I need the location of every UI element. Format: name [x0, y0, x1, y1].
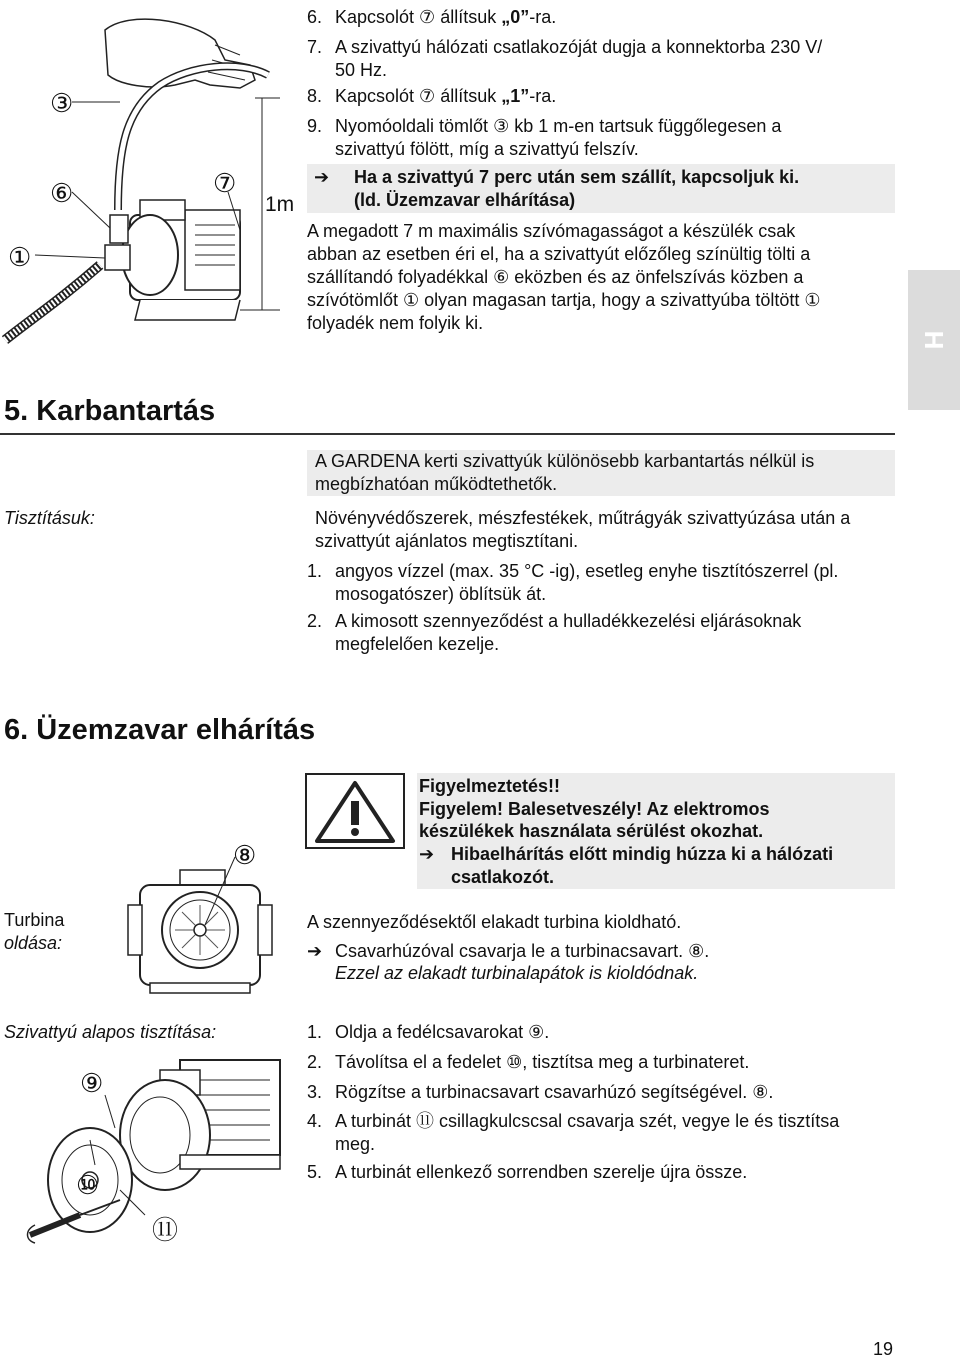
side-label-turbine: Turbina oldása:: [4, 910, 65, 953]
pump-figure-1: [0, 0, 300, 345]
arrow-icon: ➔: [419, 844, 435, 864]
label-11: ⑪: [152, 1215, 179, 1245]
side-label-cleaning: Tisztításuk:: [4, 508, 95, 528]
section-5-title: 5. Karbantartás: [4, 395, 216, 427]
turbine-step: Csavarhúzóval csavarja le a turbinacsavart. ⑧.: [335, 941, 710, 961]
note-box: [307, 164, 895, 213]
section-divider: [0, 433, 895, 435]
warning-box: Figyelmeztetés!! Figyelem! Balesetveszély! Az elektromos készülékek használata sérülést okozhat. ➔ Hibaelhárítás előtt mindig húzza ki a hálózati csatlakozót.: [417, 773, 895, 889]
label-9: ⑨: [80, 1068, 104, 1098]
label-1m: 1m: [265, 193, 295, 216]
note-line-1: Ha a szivattyú 7 perc után sem szállít, kapcsoljuk ki.: [354, 167, 800, 187]
label-3: ③: [50, 88, 74, 118]
section-5-text: Növényvédőszerek, mészfestékek, műtrágyák szivattyúzása után a szivattyút ajánlatos megtisztítani.: [315, 508, 851, 551]
arrow-icon: ➔: [314, 167, 330, 187]
turbine-text: A szennyeződésektől elakadt turbina kioldható.: [307, 912, 682, 932]
page-number: 19: [873, 1339, 894, 1359]
note-line-2: (ld. Üzemzavar elhárítása): [354, 190, 576, 210]
pump-figure-2: [120, 835, 280, 995]
language-tab: H: [908, 270, 960, 410]
arrow-icon: ➔: [307, 941, 323, 961]
section-5-intro: A GARDENA kerti szivattyúk különösebb karbantartás nélkül is megbízhatóan működtethetők.: [307, 450, 895, 496]
label-1: ①: [8, 242, 32, 272]
label-10: ⑩: [76, 1170, 100, 1200]
label-7: ⑦: [213, 168, 237, 198]
label-6: ⑥: [50, 178, 74, 208]
turbine-note: Ezzel az elakadt turbinalapátok is kioldódnak.: [335, 963, 699, 983]
pump-figure-3: [20, 1040, 300, 1250]
section-6-title: 6. Üzemzavar elhárítás: [4, 714, 316, 746]
side-label-thorough-cleaning: Szivattyú alapos tisztítása:: [4, 1022, 217, 1042]
paragraph-suction-height: A megadott 7 m maximális szívómagasságot a készülék csak abban az esetben éri el, ha a szivattyút előzőleg színültig tölti a szállítandó folyadékkal ⑥ eközben és az önfelszívás közben a szívótömlőt ① olyan magasan tartja, hogy a szivattyúba töltött ① folyadék nem folyik ki.: [307, 221, 821, 333]
warning-icon: [305, 773, 405, 849]
label-8: ⑧: [233, 840, 257, 870]
